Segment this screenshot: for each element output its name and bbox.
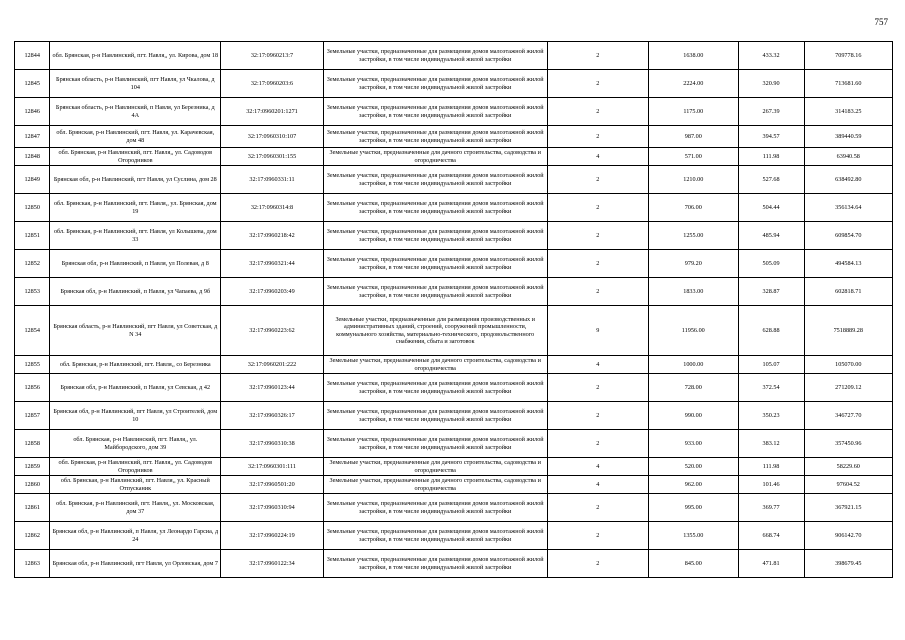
row-number-cell: 12859 — [15, 458, 50, 476]
land-use-cell: Земельные участки, предназначенные для дачного строительства, садоводства и огородничества — [323, 458, 547, 476]
row-number-cell: 12844 — [15, 42, 50, 70]
group-cell: 4 — [547, 356, 648, 374]
row-number-cell: 12860 — [15, 476, 50, 494]
address-cell: Брянская обл, р-н Навлинский, пгт Навля, ул Строителей, дом 10 — [50, 402, 221, 430]
cadastral-number-cell: 32:17:0960310:107 — [221, 126, 324, 148]
table-row — [15, 250, 893, 278]
table-row — [15, 98, 893, 126]
cadastral-number-cell: 32:17:0960331:11 — [221, 166, 324, 194]
land-use-cell: Земельные участки, предназначенные для размещения домов малоэтажной жилой застройки, в том числе индивидуальной жилой застройки — [323, 42, 547, 70]
cadastral-number-cell: 32:17:0960213:7 — [221, 42, 324, 70]
specific-value-cell: 111.98 — [738, 458, 804, 476]
cadastral-value-cell: 271209.12 — [804, 374, 892, 402]
row-number-cell: 12848 — [15, 148, 50, 166]
area-cell: 11956.00 — [649, 306, 739, 356]
table-row — [15, 126, 893, 148]
table-row — [15, 550, 893, 578]
specific-value-cell: 383.12 — [738, 430, 804, 458]
specific-value-cell: 485.94 — [738, 222, 804, 250]
land-use-cell: Земельные участки, предназначенные для размещения домов малоэтажной жилой застройки, в том числе индивидуальной жилой застройки — [323, 402, 547, 430]
specific-value-cell: 668.74 — [738, 522, 804, 550]
table-row — [15, 42, 893, 70]
group-cell: 4 — [547, 476, 648, 494]
cadastral-value-cell: 398679.45 — [804, 550, 892, 578]
land-use-cell: Земельные участки, предназначенные для размещения домов малоэтажной жилой застройки, в том числе индивидуальной жилой застройки — [323, 194, 547, 222]
area-cell: 1355.00 — [649, 522, 739, 550]
group-cell: 2 — [547, 278, 648, 306]
row-number-cell: 12847 — [15, 126, 50, 148]
area-cell: 933.00 — [649, 430, 739, 458]
row-number-cell: 12863 — [15, 550, 50, 578]
address-cell: обл. Брянская, р-н Навлинский, пгт. Навля, ул Колышева, дом 33 — [50, 222, 221, 250]
address-cell: Брянская обл, р-н Навлинский, пгт Навля, ул Суслина, дом 28 — [50, 166, 221, 194]
group-cell: 2 — [547, 430, 648, 458]
address-cell: обл. Брянская, р-н Навлинский, пгт. Навля,, со Березника — [50, 356, 221, 374]
address-cell: Брянская обл, р-н Навлинский, п Навля, ул Чапаева, д 9б — [50, 278, 221, 306]
table-row — [15, 476, 893, 494]
cadastral-value-cell: 105070.00 — [804, 356, 892, 374]
land-use-cell: Земельные участки, предназначенные для размещения домов малоэтажной жилой застройки, в том числе индивидуальной жилой застройки — [323, 70, 547, 98]
row-number-cell: 12849 — [15, 166, 50, 194]
row-number-cell: 12846 — [15, 98, 50, 126]
table-row — [15, 194, 893, 222]
group-cell: 4 — [547, 458, 648, 476]
land-use-cell: Земельные участки, предназначенные для дачного строительства, садоводства и огородничества — [323, 356, 547, 374]
cadastral-number-cell: 32:17:0960326:17 — [221, 402, 324, 430]
group-cell: 9 — [547, 306, 648, 356]
cadastral-number-cell: 32:17:0960218:42 — [221, 222, 324, 250]
address-cell: обл. Брянская, р-н Навлинский, пгт. Навля,, ул. Красный Отпусканик — [50, 476, 221, 494]
area-cell: 1255.00 — [649, 222, 739, 250]
group-cell: 2 — [547, 42, 648, 70]
cadastral-value-cell: 389440.59 — [804, 126, 892, 148]
table-row — [15, 222, 893, 250]
cadastral-value-cell: 346727.70 — [804, 402, 892, 430]
row-number-cell: 12852 — [15, 250, 50, 278]
address-cell: обл. Брянская, р-н Навлинский, пгт. Навля,, ул. Садоводов Огородников — [50, 148, 221, 166]
address-cell: Брянская обл, р-н Навлинский, пгт Навля, ул Орловская, дом 7 — [50, 550, 221, 578]
group-cell: 2 — [547, 166, 648, 194]
specific-value-cell: 101.46 — [738, 476, 804, 494]
land-use-cell: Земельные участки, предназначенные для размещения домов малоэтажной жилой застройки, в том числе индивидуальной жилой застройки — [323, 98, 547, 126]
address-cell: обл. Брянская, р-н Навлинский, пгт. Навля,, ул. Майбородского, дом 39 — [50, 430, 221, 458]
address-cell: Брянская обл, р-н Навлинский, п Навля, ул Полевая, д 8 — [50, 250, 221, 278]
address-cell: Брянская область, р-н Навлинский, п Навля, ул Березника, д 4А — [50, 98, 221, 126]
cadastral-number-cell: 32:17:0960310:94 — [221, 494, 324, 522]
row-number-cell: 12858 — [15, 430, 50, 458]
area-cell: 571.00 — [649, 148, 739, 166]
row-number-cell: 12854 — [15, 306, 50, 356]
table-row — [15, 430, 893, 458]
cadastral-value-cell: 97604.52 — [804, 476, 892, 494]
area-cell: 990.00 — [649, 402, 739, 430]
specific-value-cell: 328.87 — [738, 278, 804, 306]
land-registry-table — [14, 41, 893, 578]
table-row — [15, 148, 893, 166]
group-cell: 2 — [547, 522, 648, 550]
cadastral-value-cell: 356134.64 — [804, 194, 892, 222]
row-number-cell: 12856 — [15, 374, 50, 402]
specific-value-cell: 394.57 — [738, 126, 804, 148]
area-cell: 1638.00 — [649, 42, 739, 70]
specific-value-cell: 504.44 — [738, 194, 804, 222]
address-cell: Брянская обл, р-н Навлинский, п Навля, ул Леонардо Гарсиа, д 24 — [50, 522, 221, 550]
table-row — [15, 374, 893, 402]
cadastral-value-cell: 709778.16 — [804, 42, 892, 70]
table-row — [15, 356, 893, 374]
group-cell: 2 — [547, 194, 648, 222]
area-cell: 520.00 — [649, 458, 739, 476]
specific-value-cell: 433.32 — [738, 42, 804, 70]
cadastral-number-cell: 32:17:0960201:1271 — [221, 98, 324, 126]
land-use-cell: Земельные участки, предназначенные для дачного строительства, садоводства и огородничества — [323, 476, 547, 494]
area-cell: 962.00 — [649, 476, 739, 494]
cadastral-number-cell: 32:17:0960201:222 — [221, 356, 324, 374]
row-number-cell: 12857 — [15, 402, 50, 430]
cadastral-number-cell: 32:17:0960223:62 — [221, 306, 324, 356]
address-cell: обл. Брянская, р-н Навлинский, пгт. Навля,, ул. Московская, дом 37 — [50, 494, 221, 522]
group-cell: 2 — [547, 70, 648, 98]
cadastral-value-cell: 638492.80 — [804, 166, 892, 194]
cadastral-value-cell: 58229.60 — [804, 458, 892, 476]
cadastral-number-cell: 32:17:0960314:8 — [221, 194, 324, 222]
cadastral-value-cell: 494584.13 — [804, 250, 892, 278]
cadastral-number-cell: 32:17:0960203:6 — [221, 70, 324, 98]
specific-value-cell: 628.88 — [738, 306, 804, 356]
specific-value-cell: 320.90 — [738, 70, 804, 98]
cadastral-value-cell: 357450.96 — [804, 430, 892, 458]
area-cell: 979.20 — [649, 250, 739, 278]
land-use-cell: Земельные участки, предназначенные для размещения домов малоэтажной жилой застройки, в том числе индивидуальной жилой застройки — [323, 222, 547, 250]
cadastral-number-cell: 32:17:0960321:44 — [221, 250, 324, 278]
row-number-cell: 12861 — [15, 494, 50, 522]
row-number-cell: 12845 — [15, 70, 50, 98]
group-cell: 2 — [547, 222, 648, 250]
row-number-cell: 12862 — [15, 522, 50, 550]
specific-value-cell: 105.07 — [738, 356, 804, 374]
specific-value-cell: 111.98 — [738, 148, 804, 166]
land-use-cell: Земельные участки, предназначенные для размещения домов малоэтажной жилой застройки, в том числе индивидуальной жилой застройки — [323, 494, 547, 522]
cadastral-number-cell: 32:17:0960310:38 — [221, 430, 324, 458]
cadastral-value-cell: 906142.70 — [804, 522, 892, 550]
group-cell: 2 — [547, 250, 648, 278]
table-row — [15, 458, 893, 476]
table-row — [15, 278, 893, 306]
cadastral-value-cell: 609854.70 — [804, 222, 892, 250]
cadastral-number-cell: 32:17:0960301:111 — [221, 458, 324, 476]
table-row — [15, 522, 893, 550]
table-row — [15, 70, 893, 98]
cadastral-value-cell: 367921.15 — [804, 494, 892, 522]
area-cell: 845.00 — [649, 550, 739, 578]
specific-value-cell: 372.54 — [738, 374, 804, 402]
page-number: 757 — [874, 17, 888, 27]
address-cell: обл. Брянская, р-н Навлинский, пгт. Навля,, ул. Садоводов Огородников — [50, 458, 221, 476]
group-cell: 2 — [547, 402, 648, 430]
area-cell: 728.00 — [649, 374, 739, 402]
land-use-cell: Земельные участки, предназначенные для размещения домов малоэтажной жилой застройки, в том числе индивидуальной жилой застройки — [323, 522, 547, 550]
specific-value-cell: 350.23 — [738, 402, 804, 430]
cadastral-number-cell: 32:17:0960122:34 — [221, 550, 324, 578]
table-row — [15, 402, 893, 430]
group-cell: 2 — [547, 98, 648, 126]
land-use-cell: Земельные участки, предназначенные для размещения домов малоэтажной жилой застройки, в том числе индивидуальной жилой застройки — [323, 374, 547, 402]
cadastral-number-cell: 32:17:0960123:44 — [221, 374, 324, 402]
specific-value-cell: 267.39 — [738, 98, 804, 126]
cadastral-number-cell: 32:17:0960301:155 — [221, 148, 324, 166]
table-row — [15, 306, 893, 356]
row-number-cell: 12851 — [15, 222, 50, 250]
cadastral-value-cell: 602818.71 — [804, 278, 892, 306]
cadastral-number-cell: 32:17:0960203:49 — [221, 278, 324, 306]
specific-value-cell: 471.81 — [738, 550, 804, 578]
address-cell: Брянская обл, р-н Навлинский, п Навля, ул Севская, д 42 — [50, 374, 221, 402]
area-cell: 987.00 — [649, 126, 739, 148]
table-row — [15, 166, 893, 194]
specific-value-cell: 505.09 — [738, 250, 804, 278]
land-use-cell: Земельные участки, предназначенные для размещения домов малоэтажной жилой застройки, в том числе индивидуальной жилой застройки — [323, 166, 547, 194]
cadastral-value-cell: 713681.60 — [804, 70, 892, 98]
area-cell: 1000.00 — [649, 356, 739, 374]
address-cell: обл. Брянская, р-н Навлинский, пгт. Навля, ул. Карачевская, дом 48 — [50, 126, 221, 148]
address-cell: Брянская область, р-н Навлинский, пгт Навля, ул Советская, д N 34 — [50, 306, 221, 356]
area-cell: 2224.00 — [649, 70, 739, 98]
table-row — [15, 494, 893, 522]
specific-value-cell: 369.77 — [738, 494, 804, 522]
area-cell: 1833.00 — [649, 278, 739, 306]
cadastral-number-cell: 32:17:0960501:20 — [221, 476, 324, 494]
group-cell: 4 — [547, 148, 648, 166]
row-number-cell: 12855 — [15, 356, 50, 374]
area-cell: 706.00 — [649, 194, 739, 222]
land-use-cell: Земельные участки, предназначенные для размещения домов малоэтажной жилой застройки, в том числе индивидуальной жилой застройки — [323, 126, 547, 148]
cadastral-number-cell: 32:17:0960224:19 — [221, 522, 324, 550]
address-cell: обл. Брянская, р-н Навлинский, пгт. Навля,, ул. Брянская, дом 19 — [50, 194, 221, 222]
address-cell: обл. Брянская, р-н Навлинский, пгт. Навля,, ул. Кирова, дом 18 — [50, 42, 221, 70]
cadastral-value-cell: 314183.25 — [804, 98, 892, 126]
land-use-cell: Земельные участки, предназначенные для размещения домов малоэтажной жилой застройки, в том числе индивидуальной жилой застройки — [323, 278, 547, 306]
land-use-cell: Земельные участки, предназначенные для размещения производственных и административных зданий, строений, сооружений промышленности, коммунального хозяйства, материально-технического, продовольственного снабжения, сбыта и заготовок — [323, 306, 547, 356]
address-cell: Брянская область, р-н Навлинский, пгт Навля, ул Чкалова, д 104 — [50, 70, 221, 98]
group-cell: 2 — [547, 550, 648, 578]
land-use-cell: Земельные участки, предназначенные для размещения домов малоэтажной жилой застройки, в том числе индивидуальной жилой застройки — [323, 250, 547, 278]
cadastral-value-cell: 7518889.28 — [804, 306, 892, 356]
land-use-cell: Земельные участки, предназначенные для размещения домов малоэтажной жилой застройки, в том числе индивидуальной жилой застройки — [323, 550, 547, 578]
area-cell: 1210.00 — [649, 166, 739, 194]
land-use-cell: Земельные участки, предназначенные для размещения домов малоэтажной жилой застройки, в том числе индивидуальной жилой застройки — [323, 430, 547, 458]
group-cell: 2 — [547, 126, 648, 148]
row-number-cell: 12853 — [15, 278, 50, 306]
group-cell: 2 — [547, 494, 648, 522]
group-cell: 2 — [547, 374, 648, 402]
area-cell: 1175.00 — [649, 98, 739, 126]
row-number-cell: 12850 — [15, 194, 50, 222]
specific-value-cell: 527.68 — [738, 166, 804, 194]
area-cell: 995.00 — [649, 494, 739, 522]
land-use-cell: Земельные участки, предназначенные для дачного строительства, садоводства и огородничества — [323, 148, 547, 166]
cadastral-value-cell: 63940.58 — [804, 148, 892, 166]
